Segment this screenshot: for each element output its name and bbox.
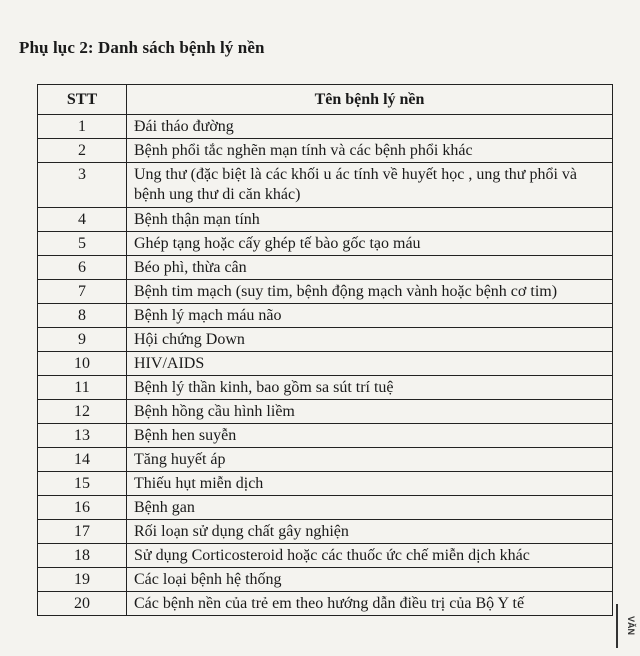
row-disease-name: Bệnh thận mạn tính: [127, 208, 613, 232]
row-stt: 14: [38, 448, 127, 472]
row-stt: 19: [38, 568, 127, 592]
row-disease-name: Hội chứng Down: [127, 328, 613, 352]
table-row: [38, 139, 613, 163]
table-row: [38, 472, 613, 496]
table-row: [38, 208, 613, 232]
table-row: [38, 280, 613, 304]
row-disease-name: Các bệnh nền của trẻ em theo hướng dẫn điều trị của Bộ Y tế: [127, 592, 613, 616]
row-disease-name: Bệnh lý mạch máu não: [127, 304, 613, 328]
row-stt: 10: [38, 352, 127, 376]
table-row: [38, 568, 613, 592]
row-disease-name: Sử dụng Corticosteroid hoặc các thuốc ức chế miễn dịch khác: [127, 544, 613, 568]
row-stt: 20: [38, 592, 127, 616]
row-stt: 12: [38, 400, 127, 424]
row-disease-name: Rối loạn sử dụng chất gây nghiện: [127, 520, 613, 544]
table-row: [38, 328, 613, 352]
row-disease-name: Đái tháo đường: [127, 115, 613, 139]
row-stt: 2: [38, 139, 127, 163]
row-disease-name: Các loại bệnh hệ thống: [127, 568, 613, 592]
row-stt: 9: [38, 328, 127, 352]
table-row: [38, 592, 613, 616]
table-header-row: [38, 85, 613, 115]
header-disease-name: Tên bệnh lý nền: [127, 85, 613, 115]
row-disease-name: HIV/AIDS: [127, 352, 613, 376]
row-stt: 1: [38, 115, 127, 139]
row-stt: 8: [38, 304, 127, 328]
row-stt: 3: [38, 163, 127, 208]
stamp-mark: VĂN: [616, 604, 636, 648]
row-stt: 15: [38, 472, 127, 496]
table-row: [38, 256, 613, 280]
row-stt: 18: [38, 544, 127, 568]
row-disease-name: Bệnh hen suyễn: [127, 424, 613, 448]
table-row: [38, 424, 613, 448]
row-disease-name: Ung thư (đặc biệt là các khối u ác tính về huyết học , ung thư phổi và bệnh ung thư di căn khác): [127, 163, 613, 208]
row-disease-name: Ghép tạng hoặc cấy ghép tế bào gốc tạo máu: [127, 232, 613, 256]
table-row: [38, 448, 613, 472]
table-row: [38, 400, 613, 424]
table-row: [38, 352, 613, 376]
row-disease-name: Bệnh lý thần kinh, bao gồm sa sút trí tuệ: [127, 376, 613, 400]
row-disease-name: Tăng huyết áp: [127, 448, 613, 472]
table-row: [38, 496, 613, 520]
table-row: [38, 115, 613, 139]
row-disease-name: Bệnh phổi tắc nghẽn mạn tính và các bệnh phổi khác: [127, 139, 613, 163]
row-stt: 11: [38, 376, 127, 400]
table-row: [38, 163, 613, 208]
row-stt: 7: [38, 280, 127, 304]
page-title: Phụ lục 2: Danh sách bệnh lý nền: [19, 38, 265, 57]
table-row: [38, 304, 613, 328]
row-stt: 17: [38, 520, 127, 544]
row-disease-name: Bệnh tim mạch (suy tim, bệnh động mạch vành hoặc bệnh cơ tim): [127, 280, 613, 304]
row-disease-name: Bệnh gan: [127, 496, 613, 520]
row-disease-name: Béo phì, thừa cân: [127, 256, 613, 280]
row-stt: 6: [38, 256, 127, 280]
table-row: [38, 232, 613, 256]
row-stt: 5: [38, 232, 127, 256]
underlying-disease-table: [37, 84, 613, 616]
row-stt: 4: [38, 208, 127, 232]
row-stt: 13: [38, 424, 127, 448]
table-row: [38, 376, 613, 400]
row-stt: 16: [38, 496, 127, 520]
row-disease-name: Thiếu hụt miễn dịch: [127, 472, 613, 496]
header-stt: STT: [38, 85, 127, 115]
table-row: [38, 544, 613, 568]
row-disease-name: Bệnh hồng cầu hình liềm: [127, 400, 613, 424]
table-row: [38, 520, 613, 544]
